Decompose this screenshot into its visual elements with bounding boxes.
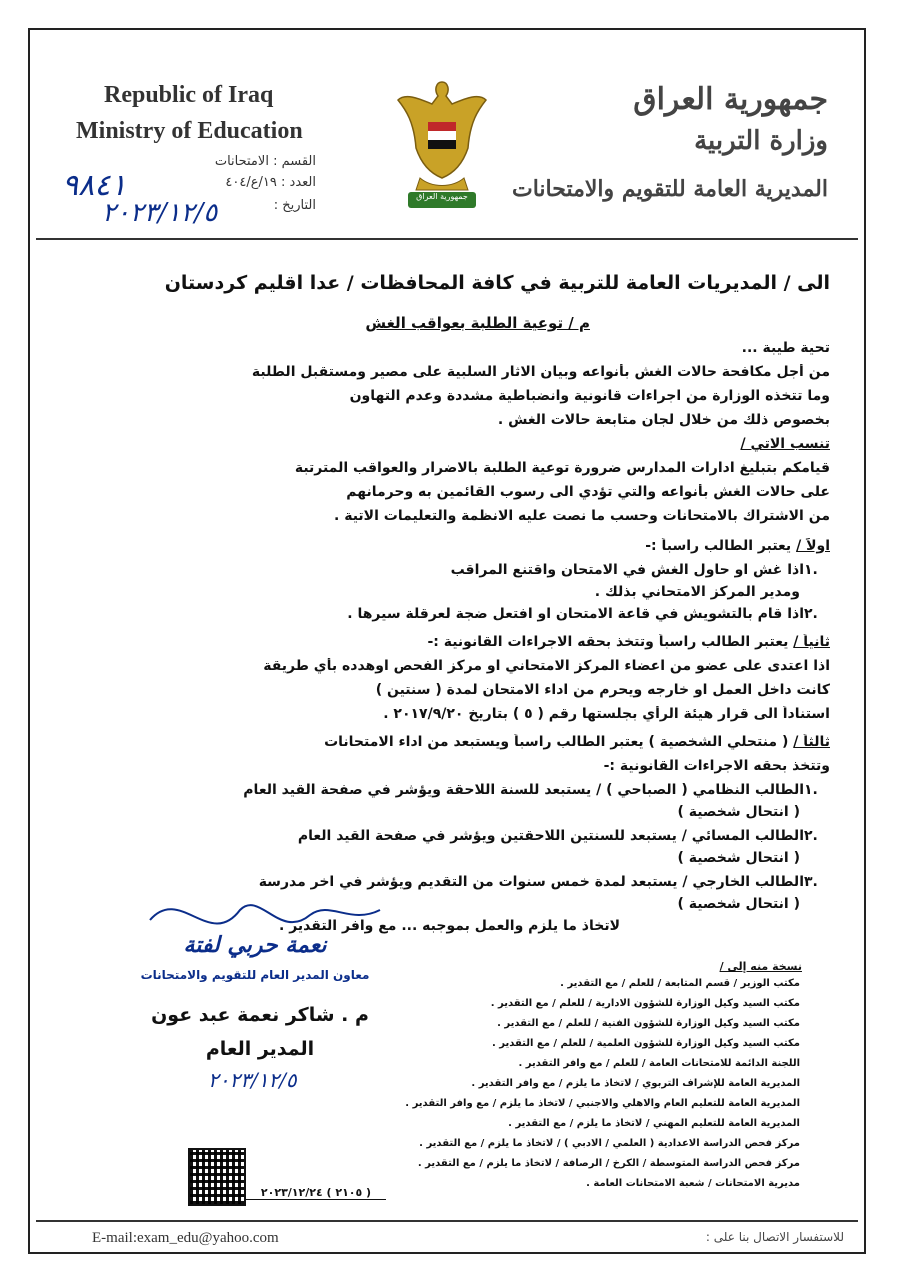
archive-stamp-date: ( ٢١٠٥ ) ٢٠٢٣/١٢/٢٤ bbox=[246, 1186, 386, 1200]
third-item-2-cont: ( انتحال شخصية ) bbox=[677, 850, 800, 866]
director-title: المدير العام bbox=[205, 1038, 315, 1060]
emblem-caption: جمهورية العراق bbox=[416, 192, 468, 201]
english-country: Republic of Iraq bbox=[104, 82, 274, 108]
copy-item: مديرية الامتحانات / شعبة الامتحانات العامة . bbox=[586, 1178, 800, 1189]
third-heading: ثالثاً / ( منتحلي الشخصية ) يعتبر الطالب راسباً ويستبعد من اداء الامتحانات bbox=[324, 734, 830, 750]
decision-heading: تنسب الاتي / bbox=[740, 436, 830, 452]
subject: م / توعية الطلبة بعواقب الغش bbox=[365, 314, 590, 332]
second-heading: ثانياً / يعتبر الطالب راسباً وتتخذ بحقه الاجراءات القانونية :- bbox=[427, 634, 830, 650]
date-field: التاريخ : bbox=[273, 198, 316, 213]
third-item-3: .٣الطالب الخارجي / يستبعد لمدة خمس سنوات من التقديم ويؤشر في اخر مدرسة bbox=[258, 874, 818, 890]
decision-line-1: قيامكم بتبليغ ادارات المدارس ضرورة توعية الطلبة بالاضرار والعواقب المترتبة bbox=[294, 460, 830, 476]
addressee: الى / المديريات العامة للتربية في كافة المحافظات / عدا اقليم كردستان bbox=[164, 272, 830, 294]
intro-line-2: وما تتخذه الوزارة من اجراءات قانونية وانضباطية مشددة وعدم التهاون bbox=[349, 388, 830, 404]
number-field: العدد : ١٩/ع/٤٠٤ bbox=[225, 175, 316, 190]
third-item-1-cont: ( انتحال شخصية ) bbox=[677, 804, 800, 820]
first-item-2: .٢اذا قام بالتشويش في قاعة الامتحان او افتعل ضجة لعرقلة سيرها . bbox=[347, 606, 818, 622]
arabic-country: جمهورية العراق bbox=[633, 82, 828, 117]
third-item-3-cont: ( انتحال شخصية ) bbox=[677, 896, 800, 912]
english-ministry: Ministry of Education bbox=[76, 118, 303, 144]
copy-item: مركز فحص الدراسة المتوسطة / الكرخ / الرصافة / لاتخاذ ما يلزم / مع التقدير . bbox=[417, 1158, 800, 1169]
intro-line-3: بخصوص ذلك من خلال لجان متابعة حالات الغش . bbox=[497, 412, 830, 428]
third-item-1: .١الطالب النظامي ( الصباحي ) / يستبعد للسنة اللاحقة ويؤشر في صفحة القيد العام bbox=[243, 782, 818, 798]
arabic-ministry: وزارة التربية bbox=[694, 126, 828, 156]
decision-line-3: من الاشتراك بالامتحانات وحسب ما نصت عليه الانظمة والتعليمات الاتية . bbox=[334, 508, 830, 524]
first-item-1: .١اذا غش او حاول الغش في الامتحان واقتنع المراقب bbox=[450, 562, 818, 578]
second-line-3: استناداً الى قرار هيئة الرأي بجلستها رقم ( ٥ ) بتاريخ ٢٠١٧/٩/٢٠ . bbox=[383, 706, 830, 722]
copies-heading: نسخة منه إلى / bbox=[719, 960, 802, 973]
iraq-eagle-emblem bbox=[392, 70, 492, 220]
copy-item: مكتب السيد وكيل الوزارة للشؤون الفنية / للعلم / مع التقدير . bbox=[497, 1018, 800, 1029]
copy-item: مركز فحص الدراسة الاعدادية ( العلمي / الادبي ) / لاتخاذ ما يلزم / مع التقدير . bbox=[419, 1138, 800, 1149]
copy-item: المديرية العامة للتعليم المهني / لاتخاذ ما يلزم / مع التقدير . bbox=[508, 1118, 800, 1129]
first-heading: اولاً / يعتبر الطالب راسباً :- bbox=[645, 538, 830, 554]
footer-email[interactable]: E-mail:exam_edu@yahoo.com bbox=[92, 1230, 279, 1246]
signature-handwritten-date: ٢٠٢٣/١٢/٥ bbox=[208, 1068, 297, 1092]
third-item-2: .٢الطالب المسائي / يستبعد للسنتين اللاحقتين ويؤشر في صفحة القيد العام bbox=[297, 828, 818, 844]
copy-item: مكتب السيد وكيل الوزارة للشؤون الادارية / للعلم / مع التقدير . bbox=[490, 998, 800, 1009]
handwritten-number: ٩٨٤١ bbox=[62, 168, 127, 203]
intro-line-1: من أجل مكافحة حالات الغش بأنواعه وبيان الاثار السلبية على مصير ومستقبل الطلبة bbox=[251, 364, 830, 380]
decision-line-2: على حالات الغش بأنواعه والتي تؤدي الى رسوب القائمين به وحرمانهم bbox=[346, 484, 830, 500]
footer-contact: للاستفسار الاتصال بنا على : bbox=[705, 1230, 844, 1244]
handwritten-signer-name: نعمة حربي لفتة bbox=[183, 932, 327, 958]
greeting: تحية طيبة ... bbox=[741, 340, 830, 356]
header-divider bbox=[36, 238, 858, 240]
second-line-1: اذا اعتدى على عضو من اعضاء المركز الامتحاني او مركز الفحص اوهدده بأي طريقة bbox=[263, 658, 830, 674]
second-line-2: كانت داخل العمل او خارجه ويحرم من اداء الامتحان لمدة ( سنتين ) bbox=[375, 682, 830, 698]
first-item-1-cont: ومدير المركز الامتحاني بذلك . bbox=[594, 584, 800, 600]
handwritten-date: ٢٠٢٣/١٢/٥ bbox=[102, 198, 218, 228]
copy-item: مكتب السيد وكيل الوزارة للشؤون العلمية / للعلم / مع التقدير . bbox=[491, 1038, 800, 1049]
third-heading-cont: وتتخذ بحقه الاجراءات القانونية :- bbox=[603, 758, 830, 774]
copy-item: مكتب الوزير / قسم المتابعة / للعلم / مع التقدير . bbox=[560, 978, 800, 989]
footer-divider bbox=[36, 1220, 858, 1222]
copy-item: المديرية العامة للإشراف التربوي / لاتخاذ ما يلزم / مع وافر التقدير . bbox=[471, 1078, 800, 1089]
dept-field: القسم : الامتحانات bbox=[214, 154, 316, 169]
qr-code bbox=[188, 1148, 246, 1206]
copy-item: اللجنة الدائمة للامتحانات العامة / للعلم / مع وافر التقدير . bbox=[518, 1058, 800, 1069]
copy-item: المديرية العامة للتعليم العام والاهلي والاجنبي / لاتخاذ ما يلزم / مع وافر التقدير . bbox=[405, 1098, 800, 1109]
closing-line: لاتخاذ ما يلزم والعمل بموجبه ... مع وافر التقدير . bbox=[279, 918, 620, 934]
director-name: م . شاكر نعمة عبد عون bbox=[151, 1004, 369, 1026]
arabic-directorate: المديرية العامة للتقويم والامتحانات bbox=[512, 176, 828, 202]
deputy-title: معاون المدير العام للتقويم والامتحانات bbox=[140, 968, 370, 982]
